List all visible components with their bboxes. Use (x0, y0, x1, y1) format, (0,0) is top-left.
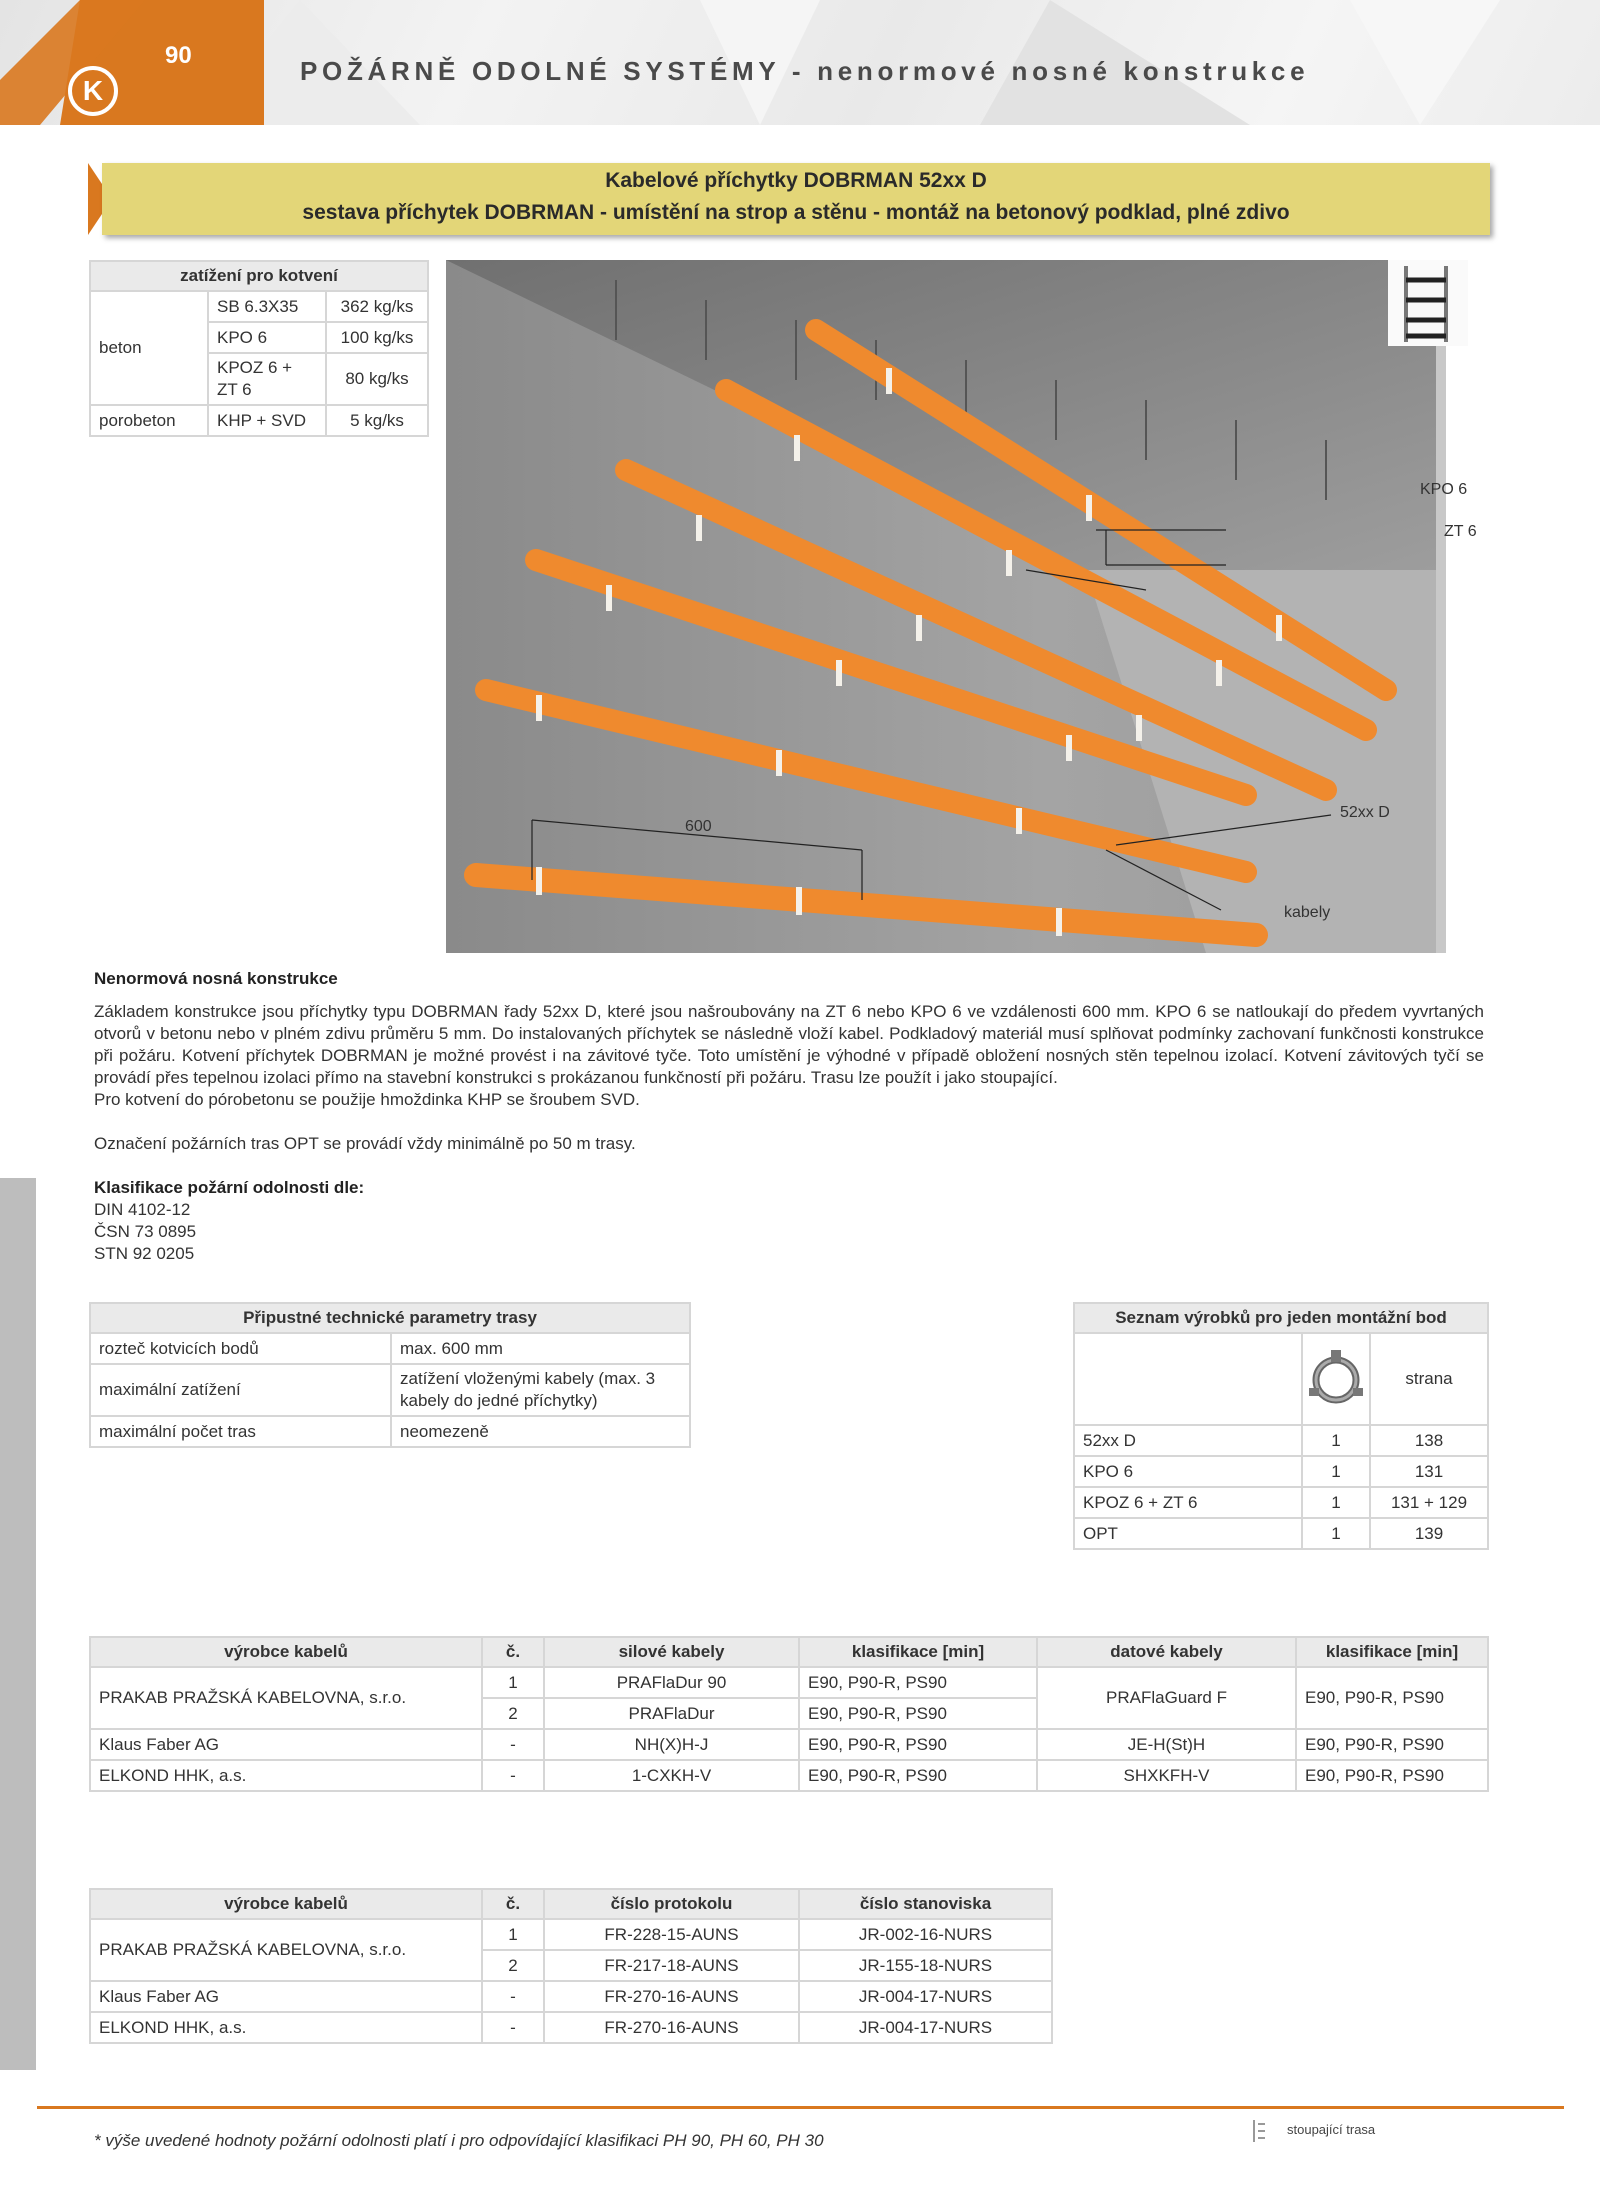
anchor-name: KPO 6 (208, 322, 326, 353)
product-name: KPOZ 6 + ZT 6 (1074, 1487, 1302, 1518)
standard-item: ČSN 73 0895 (94, 1222, 197, 1241)
cable-no: 2 (482, 1950, 544, 1981)
label-kabely: kabely (1284, 904, 1331, 921)
product-qty: 1 (1302, 1518, 1370, 1549)
legend-rising-route: stoupající trasa (1287, 2122, 1376, 2137)
banner-title-line1: Kabelové příchytky DOBRMAN 52xx D (605, 169, 987, 192)
data-class: E90, P90-R, PS90 (1296, 1729, 1488, 1760)
cable-maker: Klaus Faber AG (90, 1729, 482, 1760)
logo (68, 66, 118, 116)
param-name: maximální zatížení (90, 1364, 391, 1416)
side-tab (0, 1178, 36, 2070)
col-header: klasifikace [min] (1296, 1637, 1488, 1667)
protocol-number: FR-228-15-AUNS (544, 1919, 799, 1950)
page-number: 90 (165, 42, 192, 69)
footer-rule (37, 2106, 1564, 2109)
cable-no: 2 (482, 1698, 544, 1729)
product-name: KPO 6 (1074, 1456, 1302, 1487)
data-class: E90, P90-R, PS90 (1296, 1760, 1488, 1791)
protocols-table (89, 1888, 1053, 2044)
product-page: 131 (1370, 1456, 1488, 1487)
power-class: E90, P90-R, PS90 (799, 1729, 1037, 1760)
banner-title-line2: sestava příchytek DOBRMAN - umístění na strop a stěnu - montáž na betonový podklad, plné zdivo (302, 201, 1290, 224)
label-kpo6: KPO 6 (1420, 481, 1468, 498)
opinion-number: JR-004-17-NURS (799, 2012, 1052, 2043)
power-class: E90, P90-R, PS90 (799, 1698, 1037, 1729)
standard-item: STN 92 0205 (94, 1244, 195, 1263)
product-qty: 1 (1302, 1456, 1370, 1487)
param-value: neomezeně (391, 1416, 690, 1447)
opinion-number: JR-155-18-NURS (799, 1950, 1052, 1981)
product-qty: 1 (1302, 1487, 1370, 1518)
classification-heading: Klasifikace požární odolnosti dle: (94, 1178, 365, 1197)
legend-rising-route-icon (1253, 2120, 1269, 2142)
anchor-load: 362 kg/ks (326, 291, 428, 322)
anchor-load: 5 kg/ks (326, 405, 428, 436)
col-header: č. (482, 1637, 544, 1667)
opinion-number: JR-002-16-NURS (799, 1919, 1052, 1950)
cable-no: - (482, 2012, 544, 2043)
param-value: max. 600 mm (391, 1333, 690, 1364)
cable-no: - (482, 1760, 544, 1791)
anchor-load-table (89, 260, 429, 437)
col-header: výrobce kabelů (90, 1637, 482, 1667)
page-title: POŽÁRNĚ ODOLNÉ SYSTÉMY - nenormové nosné konstrukce (300, 56, 1310, 86)
protocol-number: FR-270-16-AUNS (544, 1981, 799, 2012)
description-paragraph: Pro kotvení do pórobetonu se použije hmoždinka KHP se šroubem SVD. (94, 1090, 640, 1109)
power-cable: NH(X)H-J (544, 1729, 799, 1760)
products-table-header: Seznam výrobků pro jeden montážní bod (1074, 1303, 1488, 1333)
installation-illustration (446, 260, 1446, 953)
route-parameters-table (89, 1302, 691, 1448)
anchor-table-header: zatížení pro kotvení (90, 261, 428, 291)
dimension-600: 600 (685, 818, 712, 835)
product-name: 52xx D (1074, 1425, 1302, 1456)
product-qty: 1 (1302, 1425, 1370, 1456)
porobeton-label: porobeton (90, 405, 208, 436)
cables-table (89, 1636, 1489, 1792)
description-heading: Nenormová nosná konstrukce (94, 969, 338, 988)
col-header: číslo protokolu (544, 1889, 799, 1919)
product-page: 138 (1370, 1425, 1488, 1456)
products-table (1073, 1302, 1489, 1550)
cable-maker: Klaus Faber AG (90, 1981, 482, 2012)
opinion-number: JR-004-17-NURS (799, 1981, 1052, 2012)
beton-label: beton (90, 291, 208, 405)
cable-no: 1 (482, 1667, 544, 1698)
standard-item: DIN 4102-12 (94, 1200, 191, 1219)
product-name: OPT (1074, 1518, 1302, 1549)
data-cable: PRAFlaGuard F (1037, 1667, 1296, 1729)
cable-ladder-thumbnail (1388, 260, 1468, 346)
description-paragraph: Označení požárních tras OPT se provádí vždy minimálně po 50 m trasy. (94, 1134, 636, 1153)
col-header: datové kabely (1037, 1637, 1296, 1667)
col-header: č. (482, 1889, 544, 1919)
cable-maker: PRAKAB PRAŽSKÁ KABELOVNA, s.r.o. (90, 1919, 482, 1981)
col-header: silové kabely (544, 1637, 799, 1667)
param-name: maximální počet tras (90, 1416, 391, 1447)
param-name: rozteč kotvicích bodů (90, 1333, 391, 1364)
cable-maker: ELKOND HHK, a.s. (90, 2012, 482, 2043)
power-class: E90, P90-R, PS90 (799, 1667, 1037, 1698)
product-page: 139 (1370, 1518, 1488, 1549)
product-page: 131 + 129 (1370, 1487, 1488, 1518)
anchor-load: 80 kg/ks (326, 353, 428, 405)
data-cable: JE-H(St)H (1037, 1729, 1296, 1760)
protocol-number: FR-270-16-AUNS (544, 2012, 799, 2043)
cable-no: 1 (482, 1919, 544, 1950)
strana-header: strana (1370, 1333, 1488, 1425)
clamp-image-cell (1302, 1333, 1370, 1425)
col-header: výrobce kabelů (90, 1889, 482, 1919)
power-cable: PRAFlaDur (544, 1698, 799, 1729)
param-value: zatížení vloženými kabely (max. 3 kabely do jedné příchytky) (391, 1364, 690, 1416)
data-class: E90, P90-R, PS90 (1296, 1667, 1488, 1729)
col-header: klasifikace [min] (799, 1637, 1037, 1667)
description-paragraph: Základem konstrukce jsou příchytky typu DOBRMAN řady 52xx D, které jsou našroubovány na ZT 6 nebo KPO 6 ve vzdálenosti 600 mm. KPO 6 se natloukají do předem vyvrtaných otvorů v betonu nebo v plném zdivu průměru 5 mm. Do instalovaných příchytek se následně vloží kabel. Podkladový materiál musí splňovat podmínky zachovaní funkčnosti konstrukce při požáru. Kotvení příchytek DOBRMAN je možné provést i na závitové tyče. Toto umístění je výhodné v případě obložení nosných stěn tepelnou izolací. Kotvení závitových tyčí se provádí přes tepelnou izolaci přímo na stavební konstrukci s prokázanou funkčností při požáru. Trasu lze použít i jako stoupající. (94, 1002, 1484, 1087)
anchor-name: KPOZ 6 + ZT 6 (208, 353, 326, 405)
cable-maker: ELKOND HHK, a.s. (90, 1760, 482, 1791)
power-cable: 1-CXKH-V (544, 1760, 799, 1791)
anchor-load: 100 kg/ks (326, 322, 428, 353)
cable-no: - (482, 1729, 544, 1760)
pipe-clamp-icon (1303, 1344, 1369, 1410)
power-cable: PRAFlaDur 90 (544, 1667, 799, 1698)
banner (102, 163, 1490, 235)
label-zt6: ZT 6 (1444, 523, 1477, 540)
footer-note: * výše uvedené hodnoty požární odolnosti platí i pro odpovídající klasifikaci PH 90, PH 60, PH 30 (94, 2131, 824, 2150)
anchor-name: KHP + SVD (208, 405, 326, 436)
cable-maker: PRAKAB PRAŽSKÁ KABELOVNA, s.r.o. (90, 1667, 482, 1729)
cable-no: - (482, 1981, 544, 2012)
protocol-number: FR-217-18-AUNS (544, 1950, 799, 1981)
label-52xx-d: 52xx D (1340, 804, 1390, 821)
col-header: číslo stanoviska (799, 1889, 1052, 1919)
power-class: E90, P90-R, PS90 (799, 1760, 1037, 1791)
data-cable: SHXKFH-V (1037, 1760, 1296, 1791)
logo-letter: K (82, 75, 104, 106)
description-section (94, 968, 1484, 1265)
anchor-name: SB 6.3X35 (208, 291, 326, 322)
params-table-header: Připustné technické parametry trasy (90, 1303, 690, 1333)
